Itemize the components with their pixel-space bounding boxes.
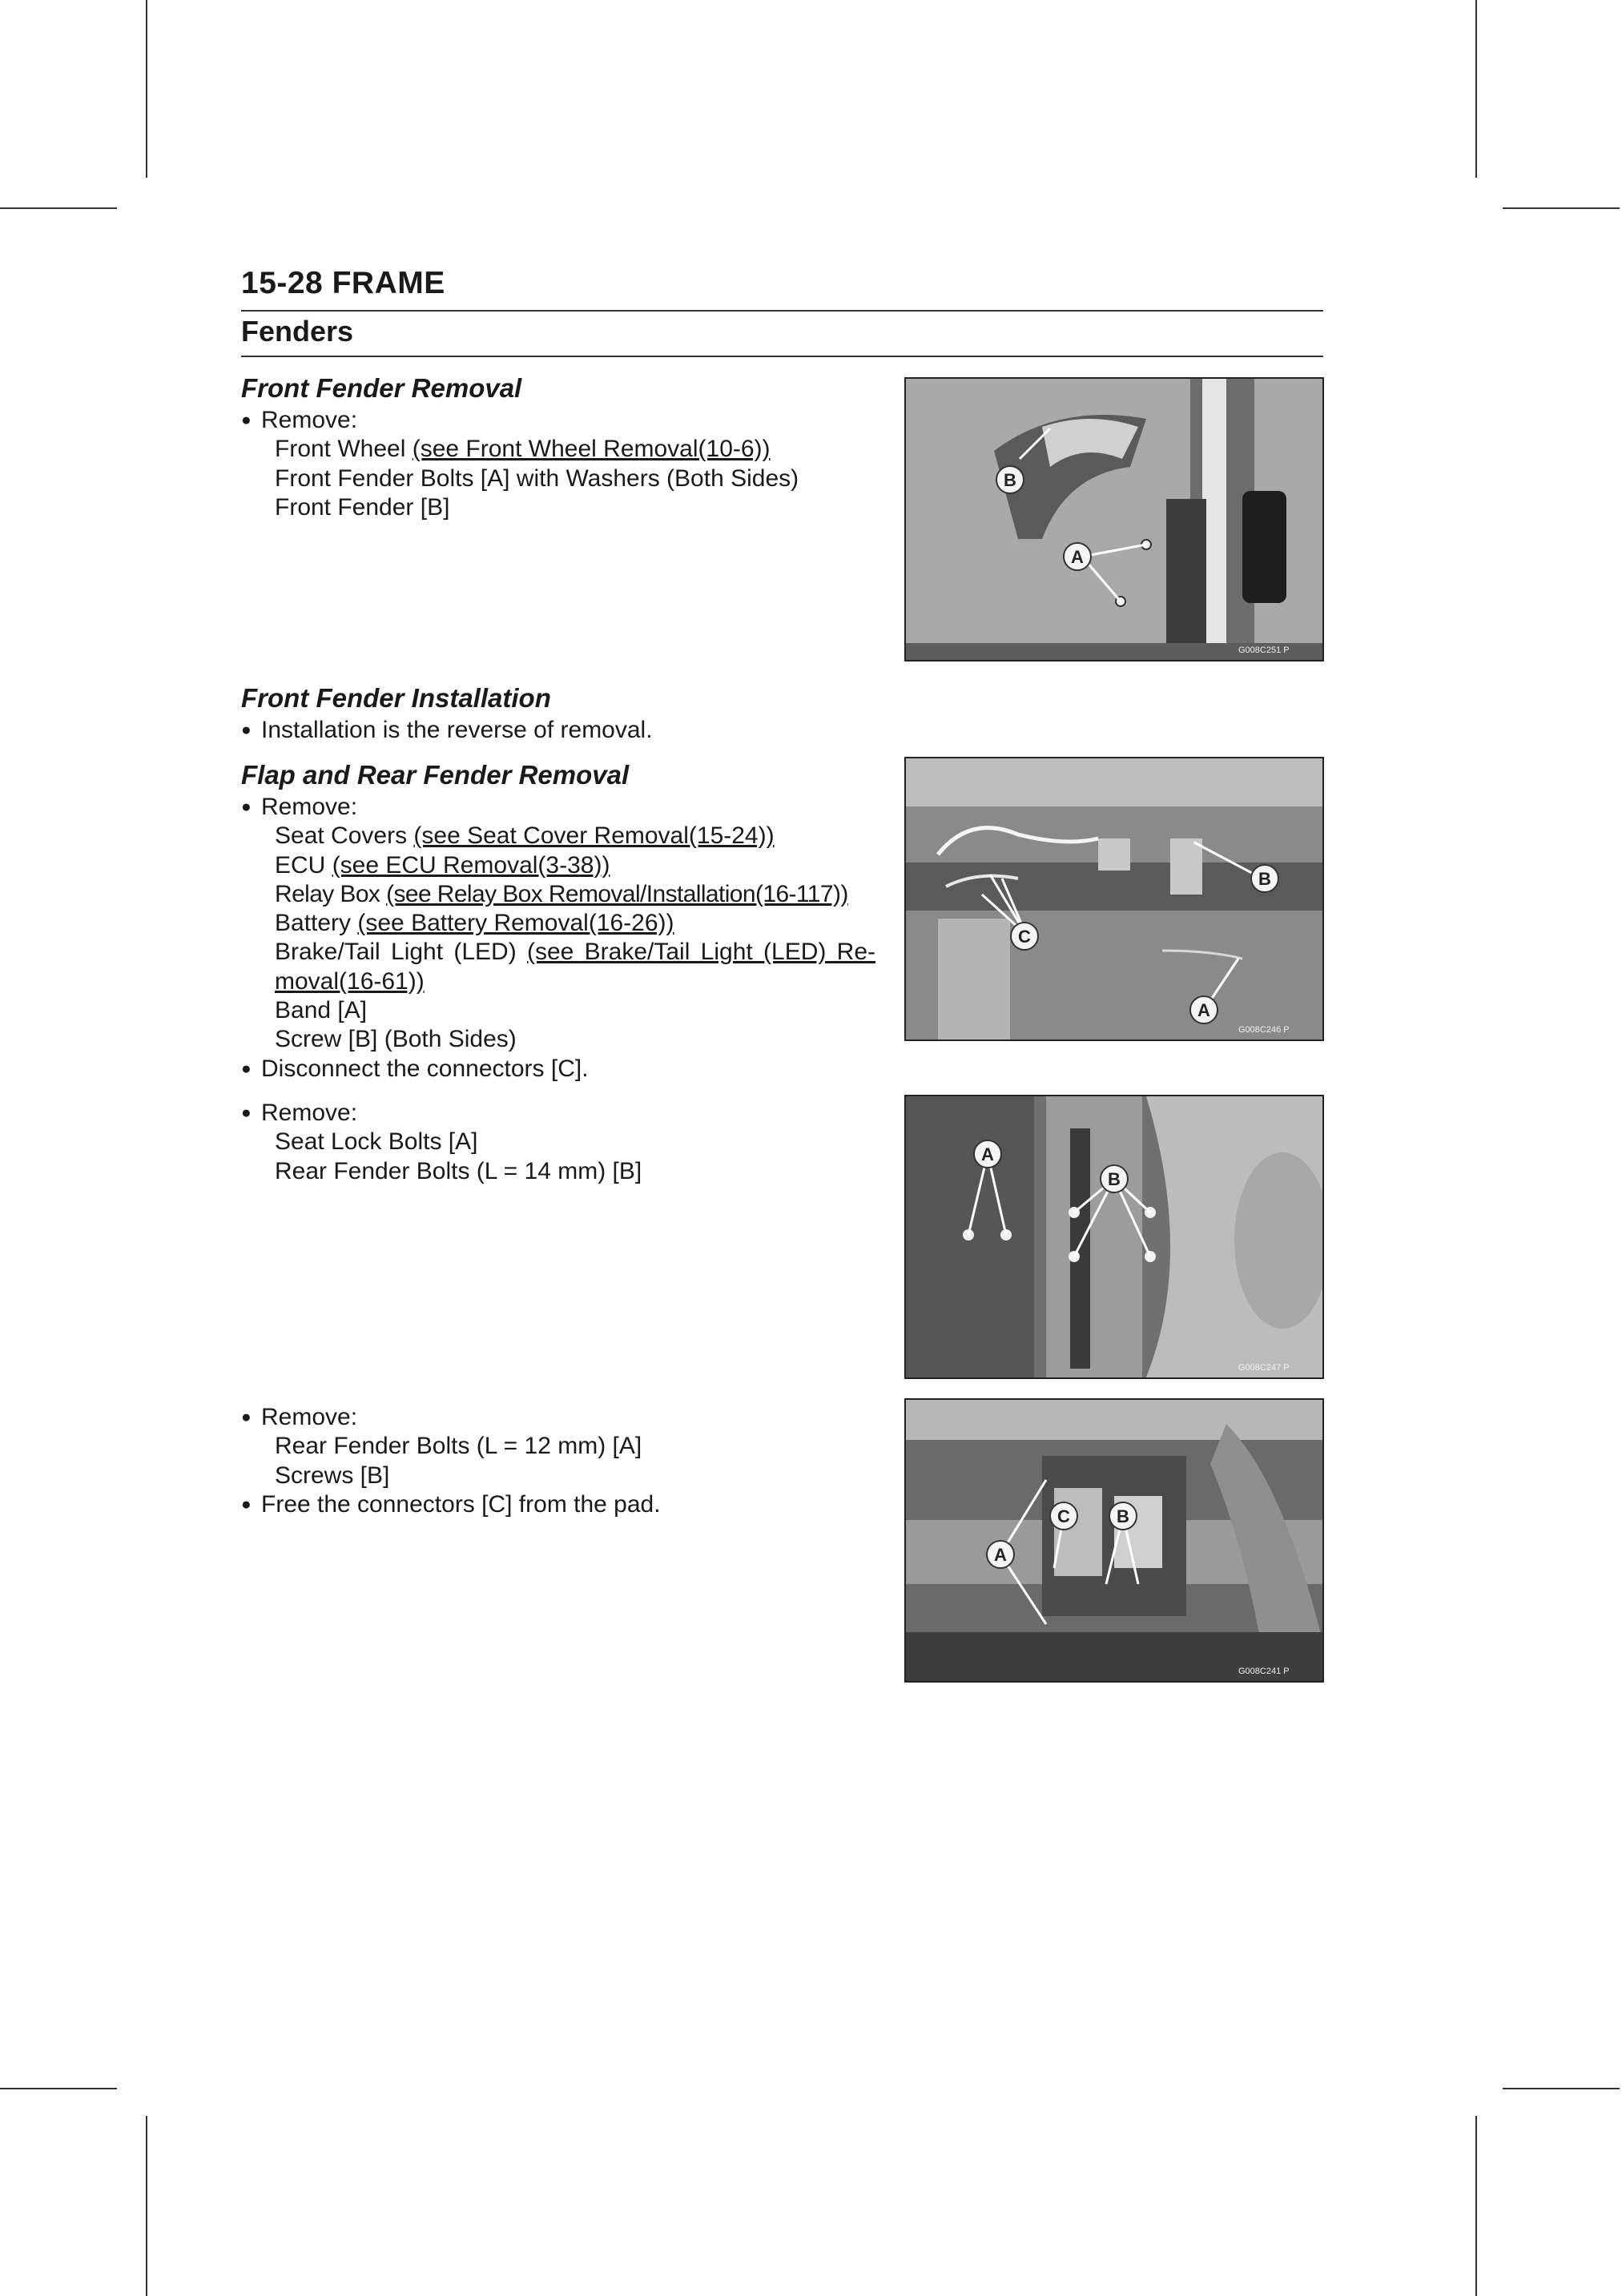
front-fender-removal bbox=[241, 372, 882, 522]
item-label: Brake/Tail Light (LED) bbox=[275, 939, 527, 966]
section-title: Fenders bbox=[241, 315, 354, 348]
item-label: Front Wheel bbox=[275, 436, 413, 463]
crop-mark bbox=[1475, 0, 1477, 178]
rear-fender-photo bbox=[904, 1398, 1324, 1683]
crop-mark bbox=[146, 2116, 147, 2296]
reference-link[interactable]: moval(16-61)) bbox=[275, 967, 425, 995]
subsection-title: Front Fender Installation bbox=[241, 683, 551, 713]
crop-mark bbox=[1503, 2088, 1620, 2089]
item-label: ECU bbox=[275, 851, 332, 879]
header-rule bbox=[241, 310, 1323, 312]
bullet-text: Remove: bbox=[261, 1404, 358, 1430]
list-item: Screw [B] (Both Sides) bbox=[275, 1026, 517, 1053]
subsection-title: Front Fender Removal bbox=[241, 373, 522, 403]
list-item bbox=[241, 938, 875, 967]
callout-c: C bbox=[1018, 927, 1031, 947]
reference-link[interactable]: (see Brake/Tail Light (LED) Re- bbox=[527, 939, 875, 966]
callout-b: B bbox=[1117, 1506, 1129, 1526]
bullet-item bbox=[241, 1055, 875, 1084]
callout-a: A bbox=[1197, 1000, 1210, 1020]
bullet-text: Disconnect the connectors [C]. bbox=[261, 1055, 589, 1082]
bullet-text: Remove: bbox=[261, 794, 358, 820]
bullet-text: Remove: bbox=[261, 407, 358, 433]
crop-mark bbox=[0, 2088, 117, 2089]
list-item: Seat Lock Bolts [A] bbox=[275, 1128, 478, 1156]
reference-link[interactable]: (see Relay Box Removal/Installation(16-117)) bbox=[386, 880, 848, 907]
crop-mark bbox=[146, 0, 147, 178]
front-fender-photo bbox=[904, 377, 1324, 661]
flap-rear-fender-removal bbox=[241, 759, 875, 1084]
flap-area-photo bbox=[904, 757, 1324, 1041]
callout-a: A bbox=[994, 1545, 1007, 1565]
bullet-item bbox=[241, 716, 882, 745]
crop-mark bbox=[1503, 207, 1620, 209]
bullet-item bbox=[241, 1403, 882, 1432]
reference-link[interactable]: (see Front Wheel Removal(10-6)) bbox=[412, 436, 771, 463]
seat-lock-illustration bbox=[906, 1096, 1322, 1377]
front-fender-illustration bbox=[906, 379, 1322, 660]
list-item bbox=[241, 435, 882, 464]
list-item: Screws [B] bbox=[275, 1462, 390, 1489]
reference-link[interactable]: (see ECU Removal(3-38)) bbox=[332, 851, 610, 879]
photo-code: G008C241 P bbox=[1238, 1667, 1290, 1676]
rear-fender-illustration bbox=[906, 1400, 1322, 1681]
callout-b: B bbox=[1108, 1169, 1121, 1189]
reference-link[interactable]: (see Seat Cover Removal(15-24)) bbox=[413, 822, 775, 850]
photo-code: G008C251 P bbox=[1238, 645, 1290, 655]
callout-b: B bbox=[1258, 869, 1271, 889]
bullet-item bbox=[241, 406, 882, 435]
subsection-title: Flap and Rear Fender Removal bbox=[241, 760, 630, 790]
seat-lock-removal bbox=[241, 1099, 882, 1186]
crop-mark bbox=[0, 207, 117, 209]
section-rule bbox=[241, 356, 1323, 357]
callout-a: A bbox=[981, 1144, 994, 1164]
bullet-text: Installation is the reverse of removal. bbox=[261, 717, 653, 743]
bullet-item bbox=[241, 1099, 882, 1128]
seat-lock-photo bbox=[904, 1095, 1324, 1379]
front-fender-installation bbox=[241, 682, 882, 745]
callout-b: B bbox=[1004, 470, 1016, 490]
item-label: Seat Covers bbox=[275, 822, 414, 850]
item-label: Battery bbox=[275, 910, 358, 937]
list-item bbox=[241, 851, 875, 880]
reference-link[interactable]: (see Battery Removal(16-26)) bbox=[357, 910, 674, 937]
list-item-continued bbox=[241, 967, 875, 996]
callout-c: C bbox=[1057, 1506, 1070, 1526]
page-header: 15-28 FRAME bbox=[241, 266, 445, 300]
bullet-item bbox=[241, 1490, 882, 1519]
bullet-text: Remove: bbox=[261, 1100, 358, 1126]
list-item: Front Fender [B] bbox=[275, 493, 450, 521]
rear-fender-bolts-removal bbox=[241, 1403, 882, 1519]
list-item: Rear Fender Bolts (L = 14 mm) [B] bbox=[275, 1157, 642, 1184]
list-item bbox=[241, 909, 875, 938]
callout-a: A bbox=[1071, 547, 1084, 567]
item-label: Relay Box bbox=[275, 880, 387, 907]
photo-code: G008C246 P bbox=[1238, 1025, 1290, 1035]
list-item: Front Fender Bolts [A] with Washers (Both Sides) bbox=[275, 464, 799, 492]
photo-code: G008C247 P bbox=[1238, 1363, 1290, 1373]
bullet-text: Free the connectors [C] from the pad. bbox=[261, 1490, 661, 1518]
list-item: Band [A] bbox=[275, 997, 368, 1024]
list-item: Rear Fender Bolts (L = 12 mm) [A] bbox=[275, 1433, 642, 1460]
list-item bbox=[241, 822, 875, 850]
list-item bbox=[241, 880, 875, 909]
bullet-item bbox=[241, 793, 875, 822]
flap-area-illustration bbox=[906, 758, 1322, 1039]
crop-mark bbox=[1475, 2116, 1477, 2296]
